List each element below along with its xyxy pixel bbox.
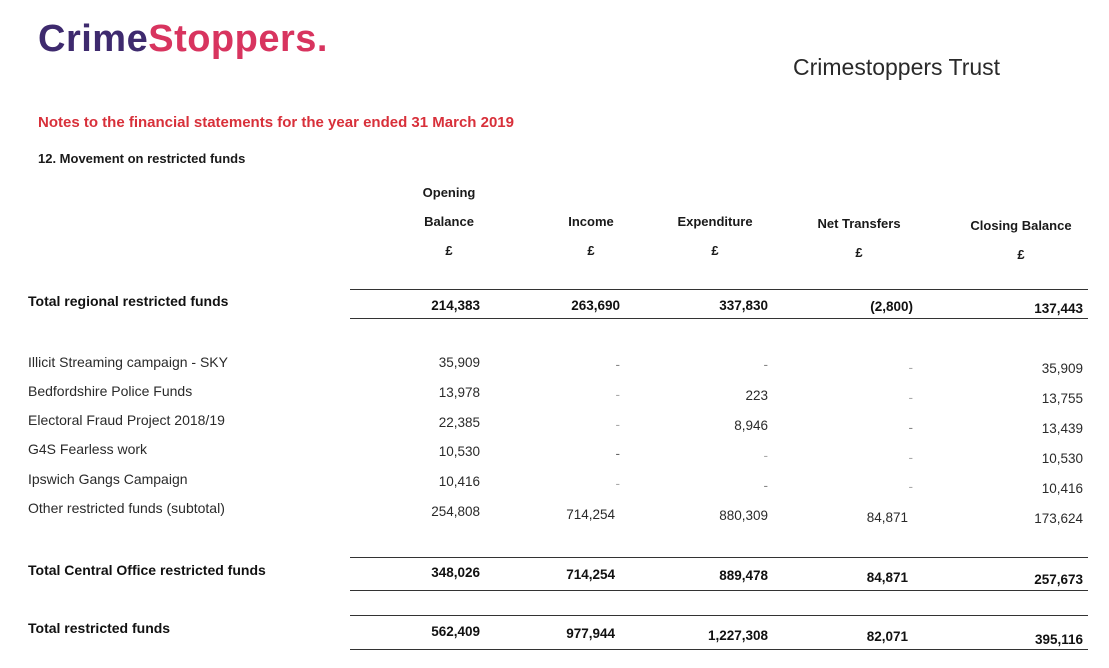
rule-regional-top (350, 289, 1088, 290)
cell-income: - (615, 446, 620, 461)
row-label: Illicit Streaming campaign - SKY (28, 354, 228, 370)
section-title: 12. Movement on restricted funds (38, 151, 246, 166)
cell-net-transfers: - (908, 450, 913, 465)
cell-net-transfers: - (908, 479, 913, 494)
cell-closing: 13,439 (1041, 421, 1083, 436)
cell-expenditure: - (763, 478, 768, 493)
notes-title: Notes to the financial statements for the year ended 31 March 2019 (38, 114, 514, 131)
crimestoppers-logo: CrimeStoppers. (38, 18, 328, 60)
cell-expenditure: 8,946 (734, 418, 768, 433)
col-header-opening-balance: Opening Balance £ (422, 185, 476, 258)
cell-income: - (615, 357, 620, 372)
cell-opening: 10,530 (438, 444, 480, 459)
row-label: Bedfordshire Police Funds (28, 383, 193, 399)
cell-closing: 10,416 (1041, 481, 1083, 496)
cell-income: - (615, 387, 620, 402)
cell-closing: 257,673 (1034, 572, 1083, 587)
cell-closing: 395,116 (1034, 632, 1083, 647)
cell-income: 263,690 (571, 298, 620, 313)
cell-expenditure: - (763, 448, 768, 463)
cell-closing: 10,530 (1041, 451, 1083, 466)
cell-opening: 214,383 (431, 298, 480, 313)
col-header-closing-balance: Closing Balance £ (970, 218, 1072, 262)
rule-total-top (350, 615, 1088, 616)
cell-expenditure: 1,227,308 (707, 628, 768, 643)
col-header-expenditure: Expenditure £ (677, 214, 753, 258)
row-label: Total restricted funds (28, 620, 171, 636)
cell-expenditure: 889,478 (719, 568, 768, 583)
cell-expenditure: 337,830 (719, 298, 768, 313)
cell-income: - (615, 417, 620, 432)
col-header-income: Income £ (568, 214, 614, 258)
rule-total-bottom (350, 649, 1088, 650)
cell-opening: 10,416 (438, 474, 480, 489)
cell-expenditure: 880,309 (719, 508, 768, 523)
cell-income: 977,944 (566, 626, 615, 641)
cell-opening: 35,909 (438, 355, 480, 370)
cell-opening: 22,385 (438, 415, 480, 430)
cell-expenditure: - (763, 357, 768, 372)
cell-closing: 13,755 (1041, 391, 1083, 406)
cell-expenditure: 223 (745, 388, 768, 403)
cell-closing: 173,624 (1034, 511, 1083, 526)
cell-net-transfers: 84,871 (866, 510, 908, 525)
col-header-net-transfers: Net Transfers £ (817, 216, 901, 260)
row-label: Total regional restricted funds (28, 293, 229, 309)
cell-net-transfers: - (908, 360, 913, 375)
cell-net-transfers: 84,871 (866, 570, 908, 585)
row-label: G4S Fearless work (28, 441, 148, 457)
cell-income: 714,254 (566, 567, 615, 582)
cell-income: 714,254 (566, 507, 615, 522)
cell-closing: 35,909 (1041, 361, 1083, 376)
cell-opening: 13,978 (438, 385, 480, 400)
row-label: Total Central Office restricted funds (28, 562, 266, 578)
row-label: Electoral Fraud Project 2018/19 (28, 412, 225, 428)
rule-central-bottom (350, 590, 1088, 591)
organisation-name: Crimestoppers Trust (793, 54, 1001, 80)
cell-net-transfers: (2,800) (870, 299, 913, 314)
cell-income: - (615, 476, 620, 491)
cell-closing: 137,443 (1034, 301, 1083, 316)
cell-net-transfers: 82,071 (866, 629, 908, 644)
rule-regional-bottom (350, 318, 1088, 319)
cell-opening: 254,808 (431, 504, 480, 519)
cell-net-transfers: - (908, 390, 913, 405)
cell-opening: 562,409 (431, 624, 480, 639)
row-label: Other restricted funds (subtotal) (28, 500, 225, 516)
cell-opening: 348,026 (431, 565, 480, 580)
row-label: Ipswich Gangs Campaign (28, 471, 188, 487)
cell-net-transfers: - (908, 420, 913, 435)
rule-central-top (350, 557, 1088, 558)
